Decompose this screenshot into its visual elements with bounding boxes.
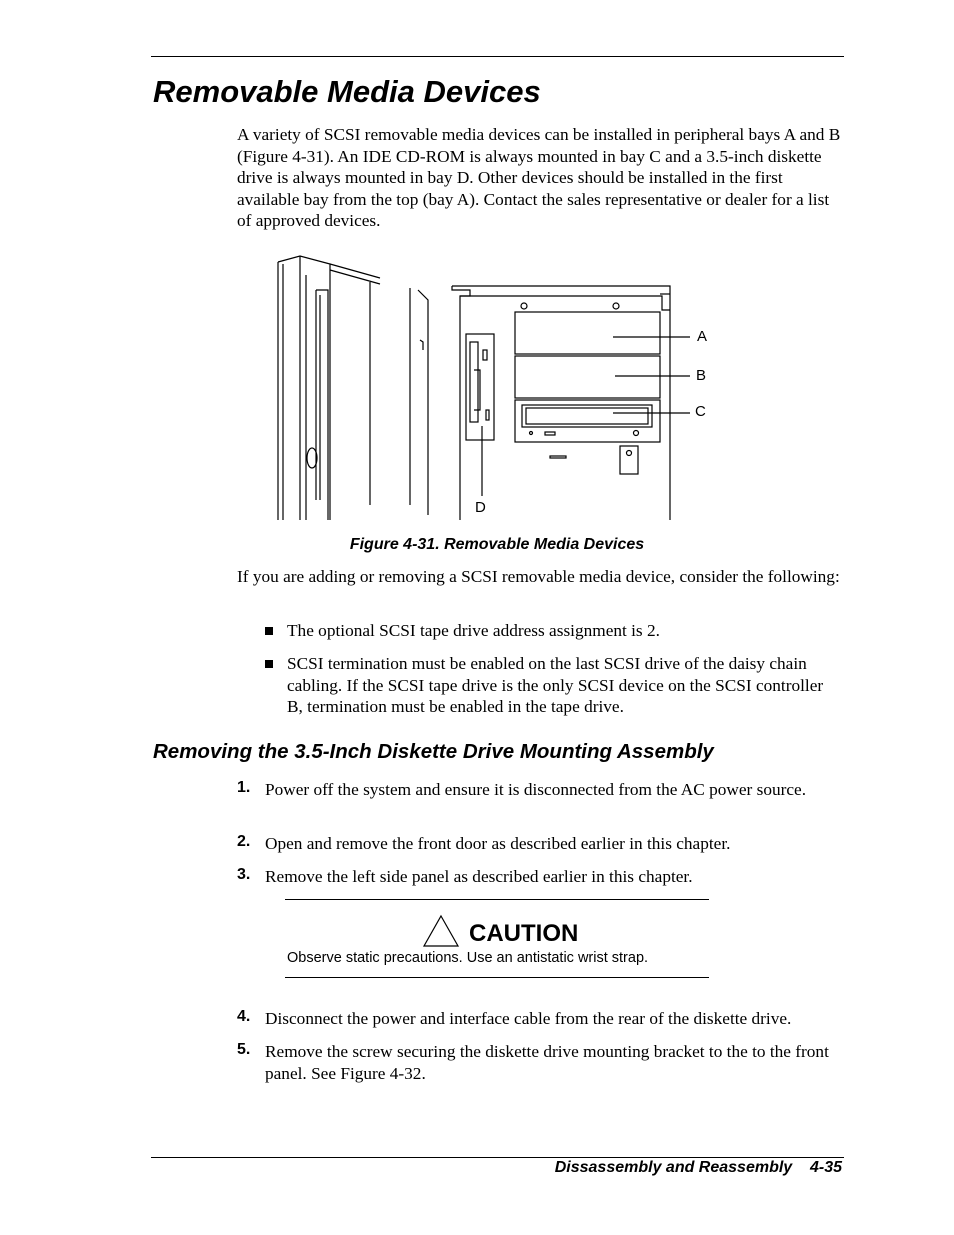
- bay-c-cdrom: [515, 400, 660, 442]
- step-text: Remove the left side panel as described earlier in this chapter.: [265, 867, 693, 886]
- step-number: 4.: [237, 1008, 251, 1025]
- drive-bays: [515, 312, 660, 474]
- footer-rule: [151, 1157, 844, 1158]
- step-number: 3.: [237, 866, 251, 883]
- step-text: Power off the system and ensure it is disconnected from the AC power source.: [265, 780, 807, 799]
- label-bay-d: D: [475, 499, 486, 516]
- caution-word: CAUTION: [469, 920, 579, 947]
- front-door: [278, 256, 428, 520]
- step-number: 1.: [237, 779, 251, 796]
- step-number: 2.: [237, 833, 251, 850]
- section-heading: Removing the 3.5-Inch Diskette Drive Mounting Assembly: [153, 740, 714, 763]
- figure-caption: Figure 4-31. Removable Media Devices: [349, 536, 645, 553]
- removable-media-figure: [270, 250, 708, 525]
- callout-leaders: [482, 337, 690, 496]
- consider-lead: If you are adding or removing a SCSI removable media device, consider the following:: [237, 567, 840, 586]
- step-number: 5.: [237, 1041, 251, 1058]
- caution-text: Observe static precautions. Use an antistatic wrist strap.: [287, 950, 649, 966]
- bullet-text: The optional SCSI tape drive address assignment is 2.: [287, 621, 660, 640]
- intro-paragraph: A variety of SCSI removable media devices can be installed in peripheral bays A and B (Figure 4-31). An IDE CD-ROM is always mounted in bay C and a 3.5-inch diskette drive is always mounted in bay D. Other devices should be installed in the first available bay from the top (bay A). Contact the sales representative or dealer for a list of approved devices.: [237, 125, 841, 230]
- page-footer: Dissassembly and Reassembly 4-35: [554, 1159, 842, 1176]
- header-rule: [151, 56, 844, 57]
- bay-d-diskette: [466, 334, 494, 440]
- chassis-illustration: [270, 250, 690, 525]
- label-bay-c: C: [695, 403, 706, 420]
- step-text: Open and remove the front door as described earlier in this chapter.: [265, 834, 731, 853]
- warning-triangle-icon: [422, 914, 460, 948]
- bullet-square-icon: [265, 660, 273, 668]
- label-bay-a: A: [697, 328, 708, 345]
- bay-a: [515, 312, 660, 354]
- bullet-text: SCSI termination must be enabled on the last SCSI drive of the daisy chain cabling. If the SCSI tape drive is the only SCSI device on the SCSI controller B, termination must be enabled in the tape drive.: [287, 654, 824, 716]
- label-bay-b: B: [696, 367, 707, 384]
- step-text: Remove the screw securing the diskette drive mounting bracket to the to the front panel. See Figure 4-32.: [265, 1042, 829, 1083]
- step-text: Disconnect the power and interface cable from the rear of the diskette drive.: [265, 1009, 792, 1028]
- bullet-square-icon: [265, 627, 273, 635]
- bay-b: [515, 356, 660, 398]
- page-title: Removable Media Devices: [153, 74, 541, 109]
- caution-box: [285, 899, 709, 978]
- chassis-body: [452, 286, 670, 520]
